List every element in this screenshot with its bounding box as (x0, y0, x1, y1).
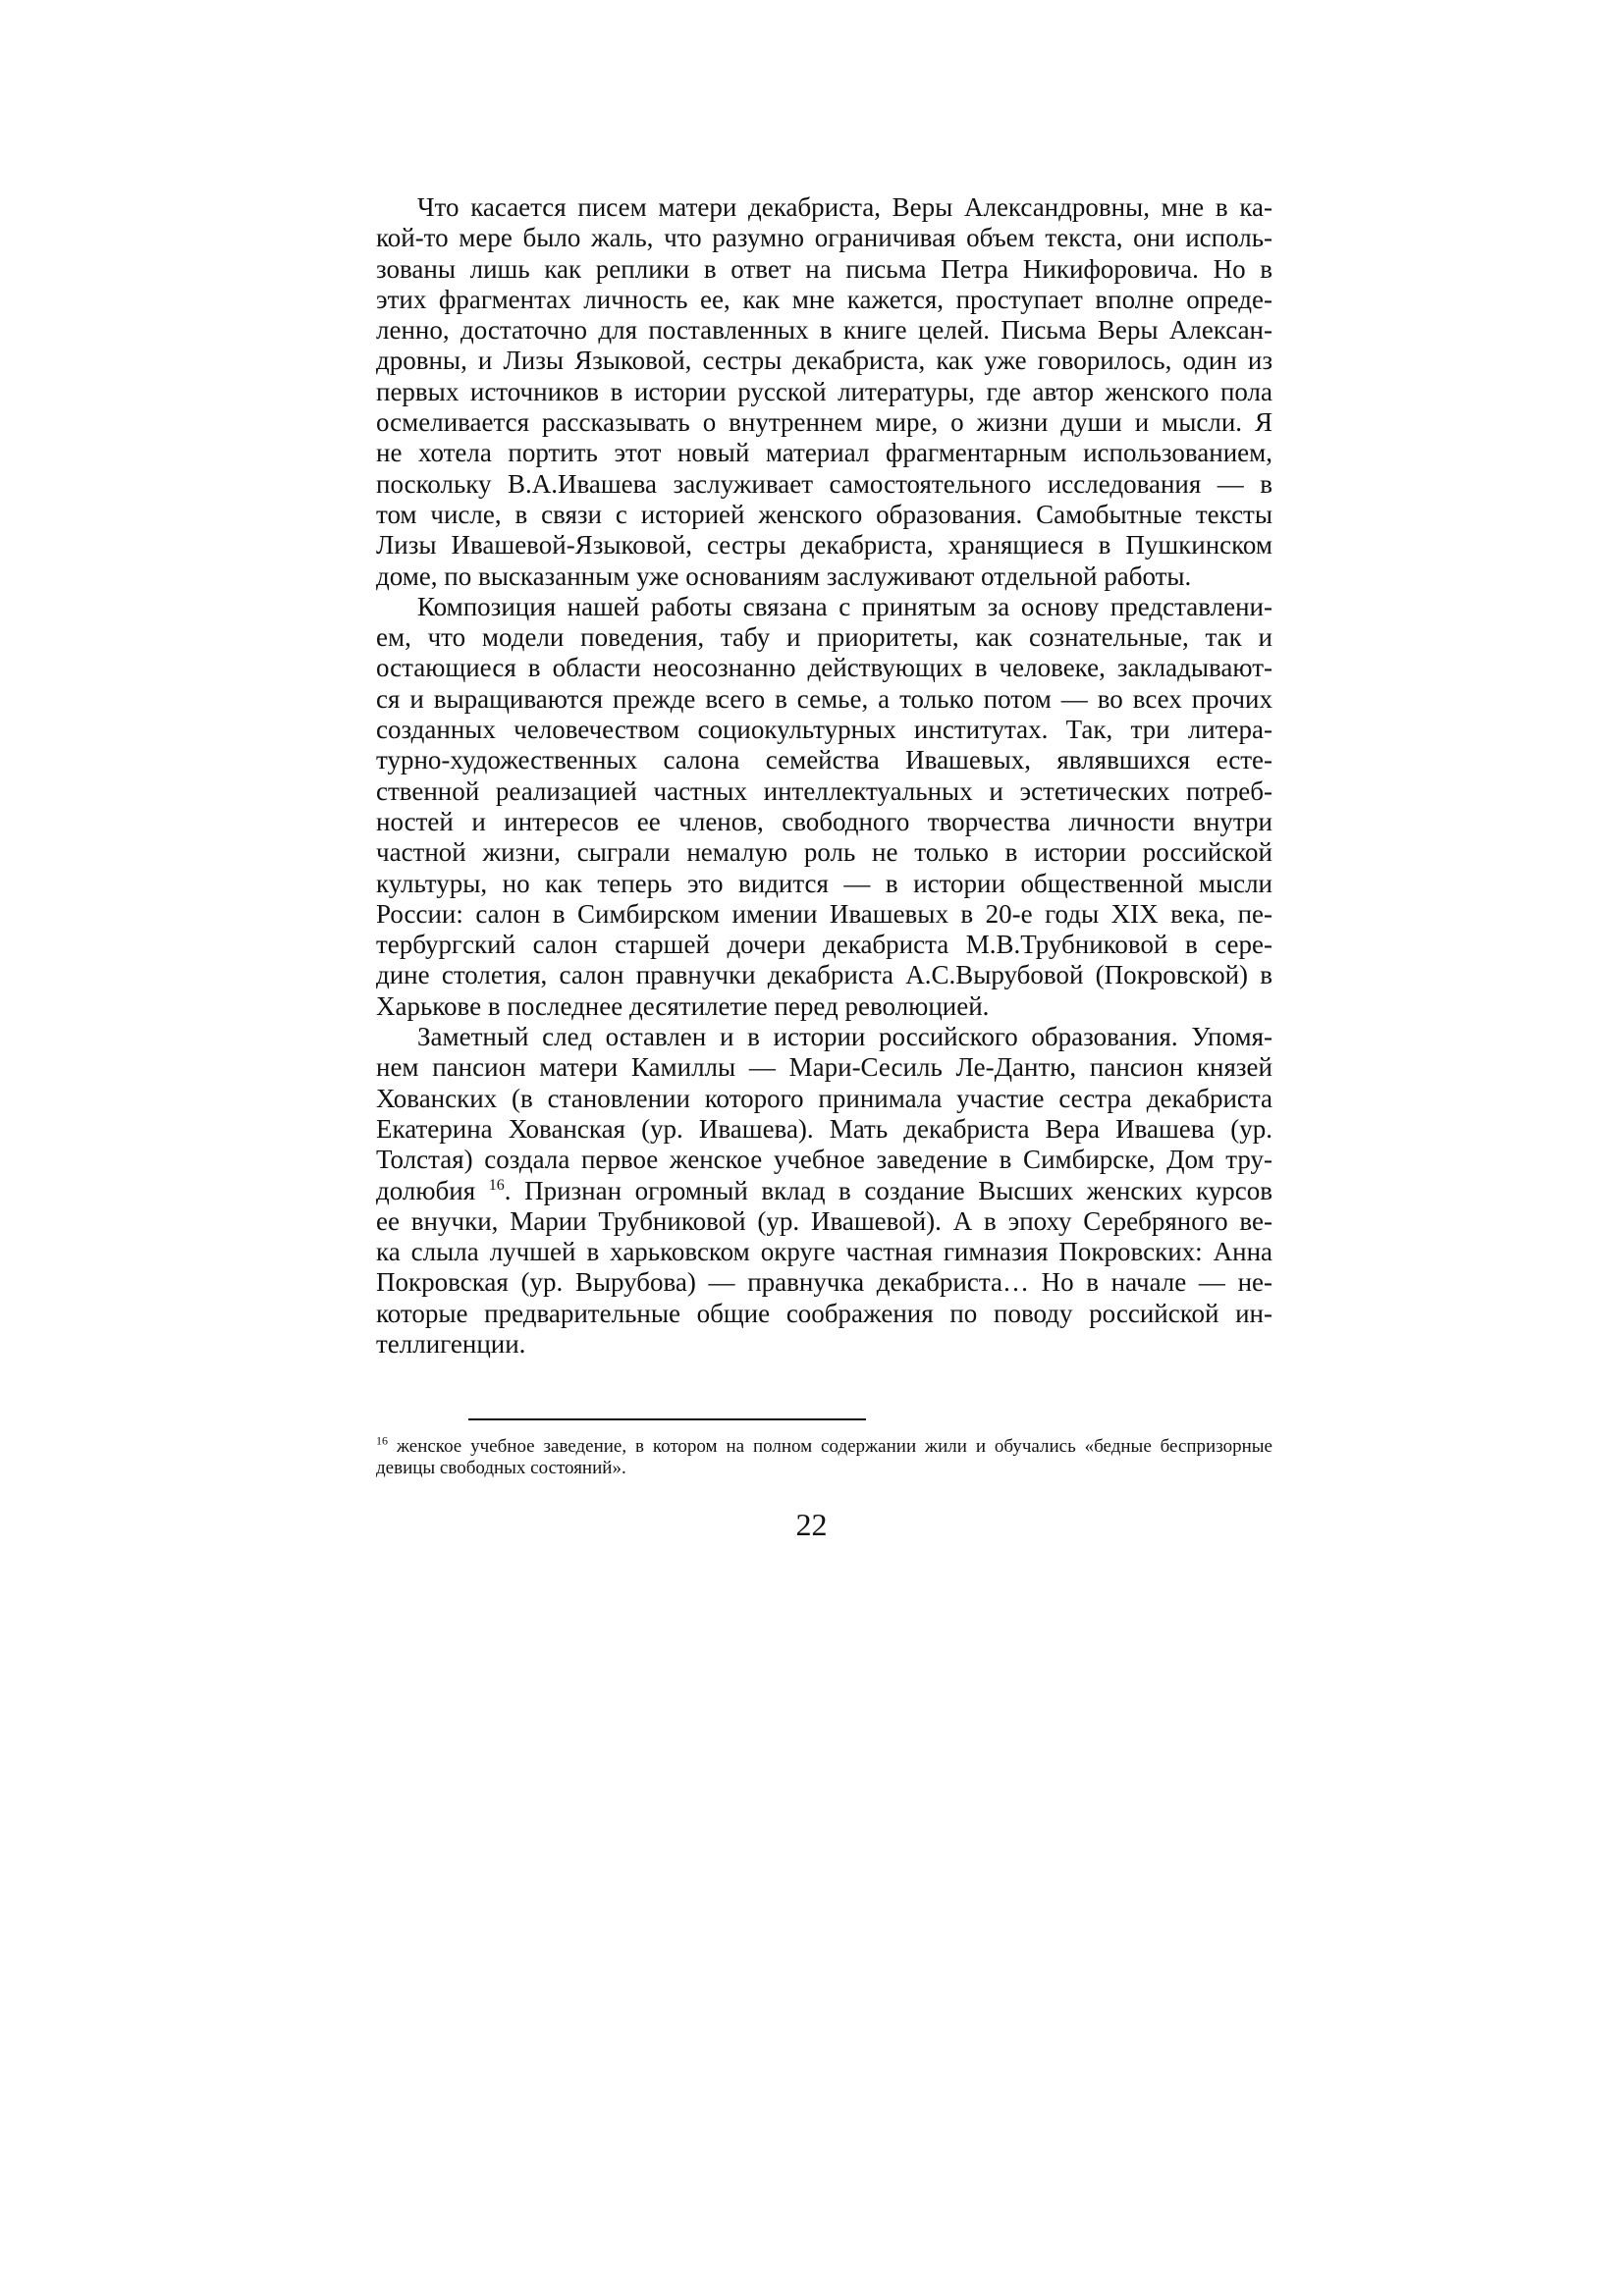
text-fragment: . Признан огромный вклад в создание Высших женских курсов (504, 1175, 1273, 1205)
text-line: культуры, но как теперь это видится — в истории общественной мысли (376, 868, 1272, 898)
text-line: Композиция нашей работы связана с принятым за основу представлени- (417, 591, 1272, 621)
text-line: России: салон в Симбирском имении Ивашевых в 20-е годы XIX века, пе- (376, 898, 1272, 929)
text-line: том числе, в связи с историей женского образования. Самобытные тексты (376, 499, 1272, 529)
text-line-with-footnote (376, 1176, 1272, 1206)
text-line: не хотела портить этот новый материал фрагментарным использованием, (376, 438, 1272, 468)
text-line: поскольку В.А.Ивашева заслуживает самостоятельного исследования — в (376, 468, 1272, 499)
text-line: зованы лишь как реплики в ответ на письма Петра Никифоровича. Но в (376, 253, 1272, 284)
text-line: кой-то мере было жаль, что разумно ограничивая объем текста, они исполь- (376, 223, 1272, 253)
text-line: ностей и интересов ее членов, свободного творчества личности внутри (376, 806, 1272, 836)
text-line: ем, что модели поведения, табу и приоритеты, как сознательные, так и (376, 622, 1272, 653)
text-line: дровны, и Лизы Языковой, сестры декабриста, как уже говорилось, один из (376, 346, 1272, 376)
text-fragment: долюбия (376, 1175, 476, 1205)
body-text (376, 192, 1272, 1360)
text-line: Харькове в последнее десятилетие перед революцией. (376, 990, 990, 1021)
page-number: 22 (795, 1507, 828, 1542)
text-line: созданных человечеством социокультурных институтах. Так, три литера- (376, 715, 1272, 745)
text-line: теллигенции. (376, 1328, 526, 1359)
text-line: которые предварительные общие соображения по поводу российской ин- (376, 1298, 1272, 1328)
paragraph-3 (376, 1022, 1272, 1360)
text-line: турно-художественных салона семейства Ивашевых, являвшихся есте- (376, 745, 1272, 775)
text-line: частной жизни, сыграли немалую роль не только в истории российской (376, 837, 1272, 868)
text-line: дине столетия, салон правнучки декабриста А.С.Вырубовой (Покровской) в (376, 960, 1272, 990)
footnote-reference[interactable]: 16 (488, 1176, 505, 1194)
footnote (376, 1433, 1272, 1479)
text-line: Лизы Ивашевой-Языковой, сестры декабриста, хранящиеся в Пушкинском (376, 530, 1272, 561)
text-line: тербургский салон старшей дочери декабриста М.В.Трубниковой в сере- (376, 930, 1272, 960)
footnote-separator (468, 1418, 866, 1420)
text-line: ственной реализацией частных интеллектуальных и эстетических потреб- (376, 775, 1272, 806)
text-line: доме, по высказанным уже основаниям заслуживают отдельной работы. (376, 561, 1192, 591)
text-line: осмеливается рассказывать о внутреннем мире, о жизни души и мысли. Я (376, 407, 1272, 438)
text-line: Толстая) создала первое женское учебное заведение в Симбирске, Дом тру- (376, 1145, 1272, 1175)
text-line: Заметный след оставлен и в истории российского образования. Упомя- (417, 1022, 1272, 1052)
text-line: этих фрагментах личность ее, как мне кажется, проступает вполне опреде- (376, 284, 1272, 314)
text-line: Екатерина Хованская (ур. Ивашева). Мать декабриста Вера Ивашева (ур. (376, 1113, 1272, 1144)
text-line: первых источников в истории русской литературы, где автор женского пола (376, 376, 1272, 406)
text-line: Что касается писем матери декабриста, Веры Александровны, мне в ка- (417, 192, 1272, 222)
paragraph-1 (376, 192, 1272, 592)
paragraph-2 (376, 592, 1272, 1022)
footnote-marker: 16 (376, 1433, 388, 1448)
text-line: нем пансион матери Камиллы — Мари-Сесиль Ле-Дантю, пансион князей (376, 1052, 1272, 1083)
text-line: ленно, достаточно для поставленных в книге целей. Письма Веры Алексан- (376, 315, 1272, 346)
text-line: ка слыла лучшей в харьковском округе частная гимназия Покровских: Анна (376, 1237, 1272, 1267)
text-line: остающиеся в области неосознанно действующих в человеке, закладывают- (376, 653, 1272, 683)
text-line: ся и выращиваются прежде всего в семье, а только потом — во всех прочих (376, 683, 1272, 714)
text-line: Хованских (в становлении которого принимала участие сестра декабриста (376, 1083, 1272, 1113)
text-line: ее внучки, Марии Трубниковой (ур. Ивашевой). А в эпоху Серебряного ве- (376, 1205, 1272, 1236)
text-line: Покровская (ур. Вырубова) — правнучка декабриста… Но в начале — не- (376, 1267, 1272, 1298)
footnote-text: женское учебное заведение, в котором на полном содержании жили и обучались «бедные беспризорные девицы свободных состояний». (376, 1436, 1272, 1478)
